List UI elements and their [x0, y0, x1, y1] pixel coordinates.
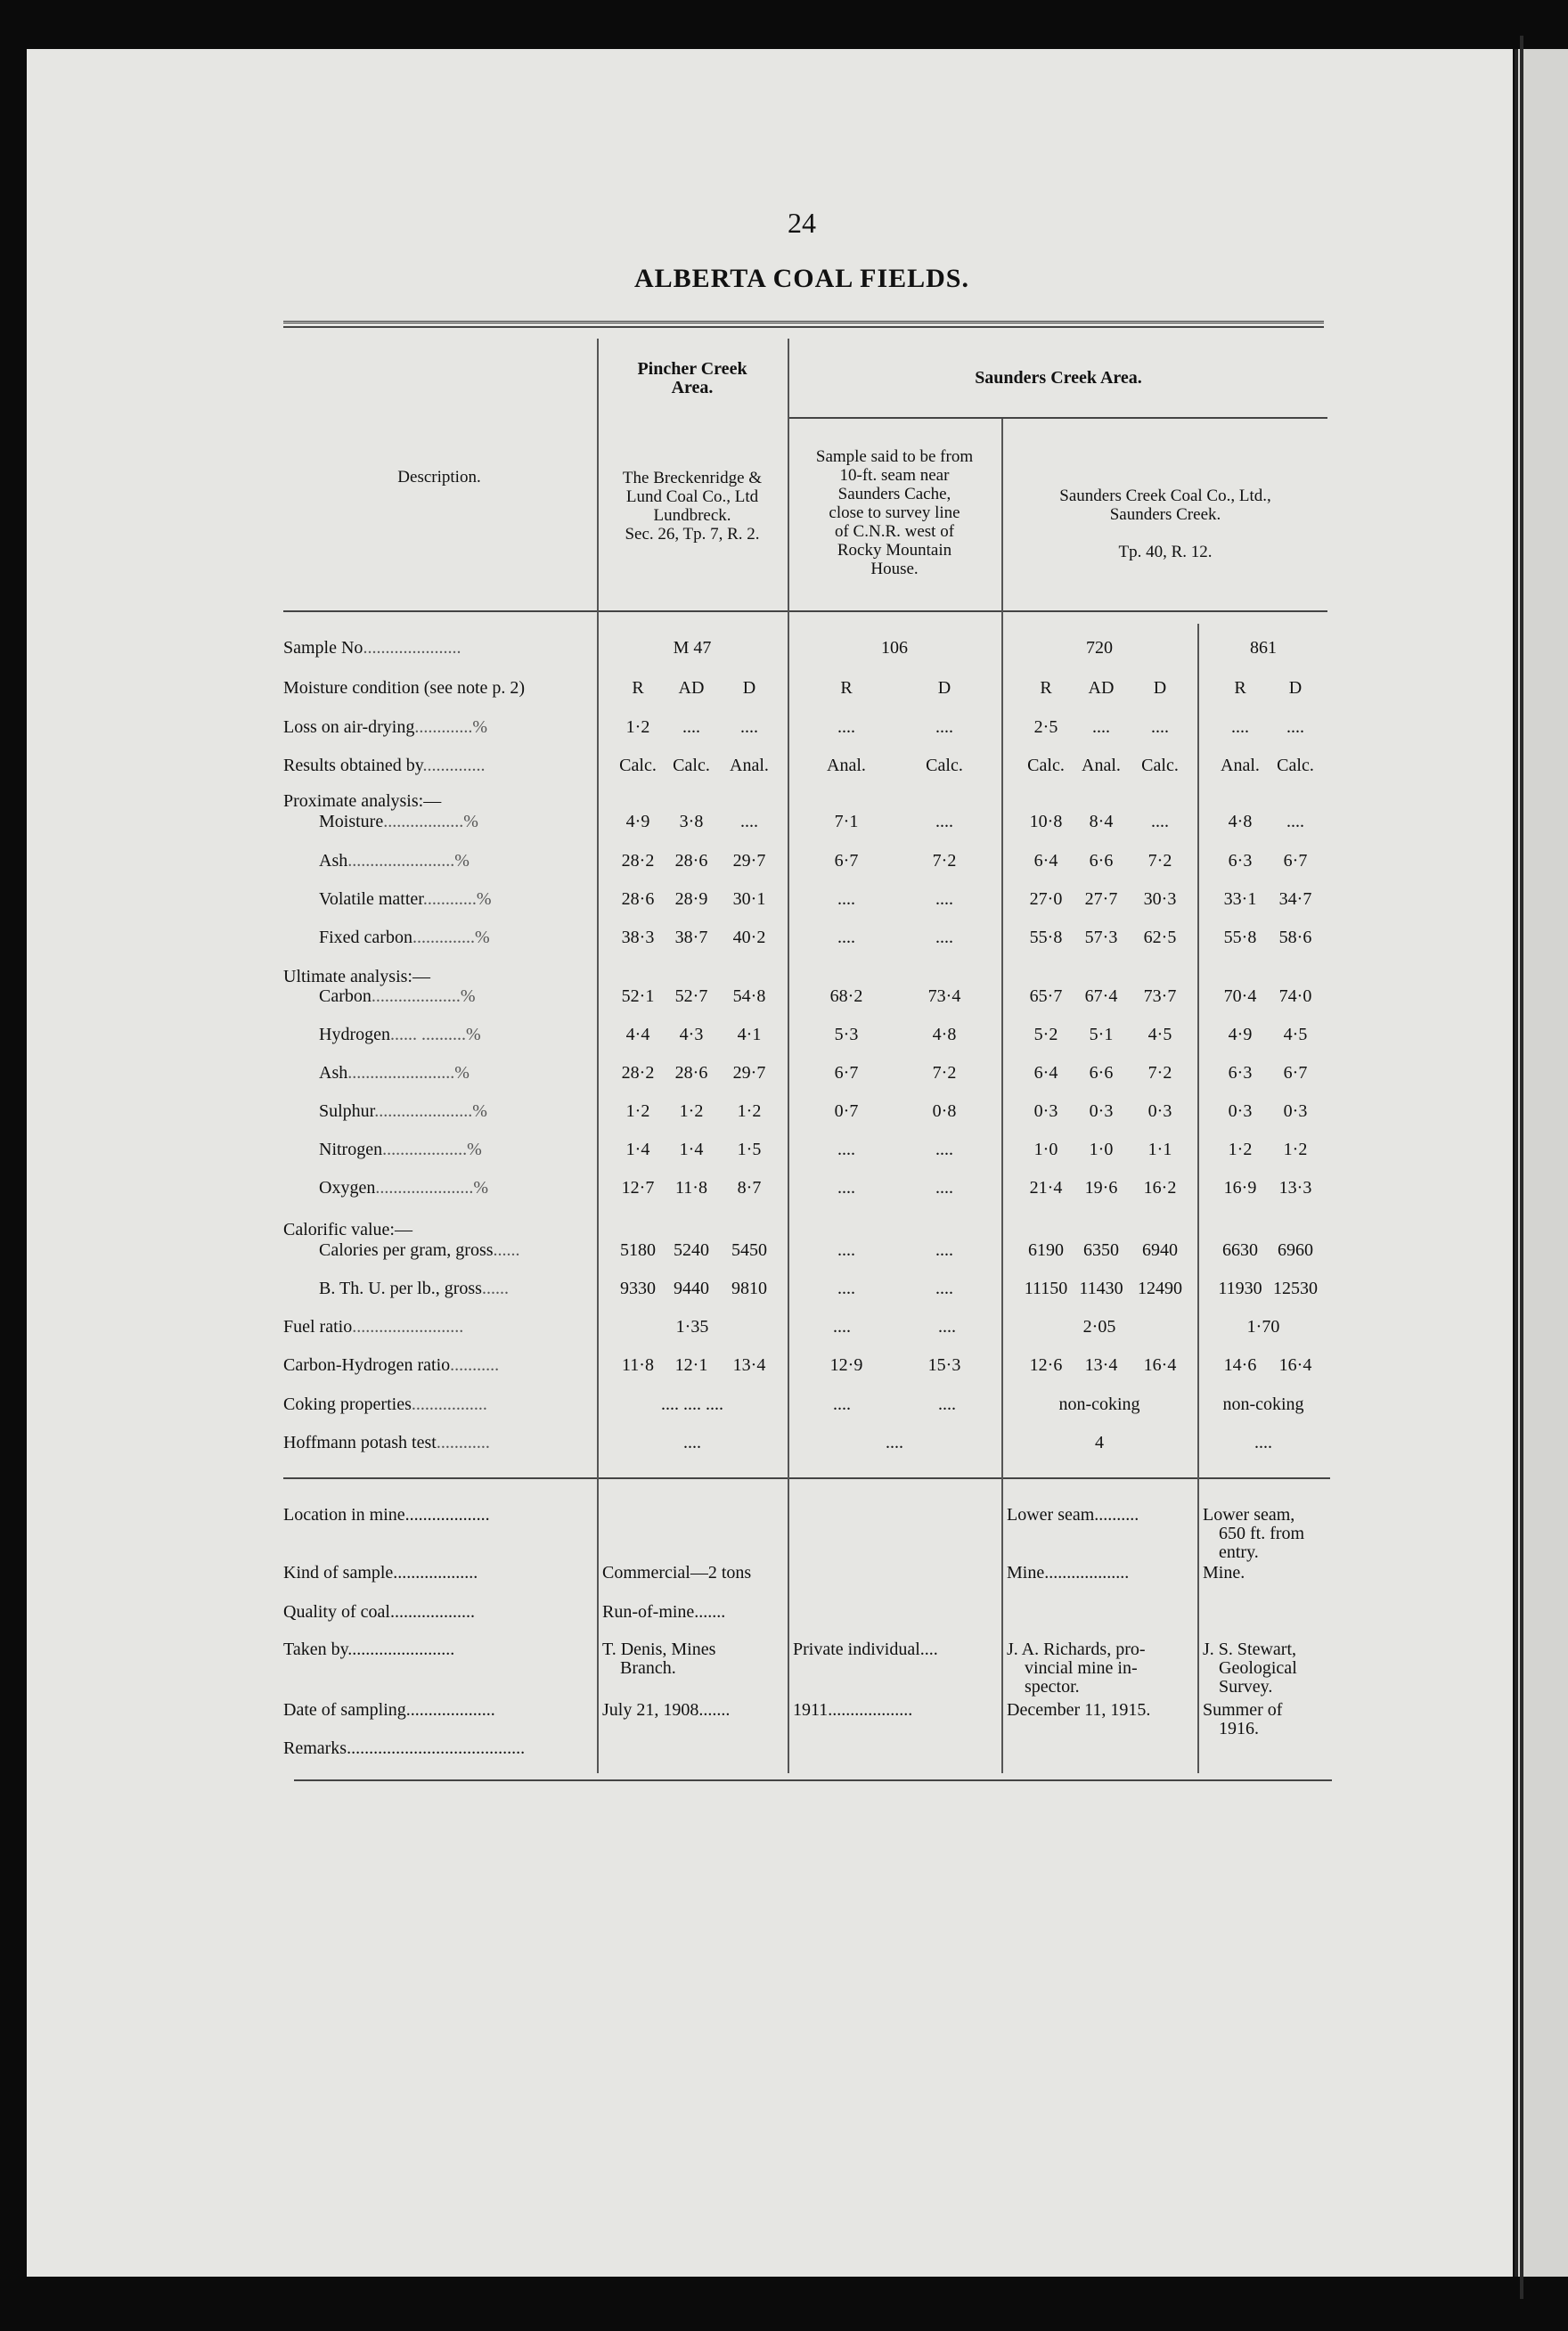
table-cell: 62·5	[1143, 928, 1177, 947]
table-cell: 1·1	[1147, 1140, 1172, 1159]
table-cell: ....	[935, 1178, 953, 1198]
table-cell: 28·2	[621, 851, 655, 871]
table-cell: 6·7	[834, 851, 859, 871]
table-cell: ....	[837, 1178, 855, 1198]
table-cell: 5240	[674, 1240, 709, 1260]
table-cell: 4·8	[932, 1025, 957, 1044]
table-cell: 55·8	[1223, 928, 1257, 947]
table-cell: Calc.	[1027, 756, 1065, 775]
table-cell: 54·8	[732, 986, 766, 1006]
table-cell: 8·7	[737, 1178, 762, 1198]
table-cell: non-coking	[1222, 1395, 1304, 1414]
table-cell: 9330	[620, 1279, 656, 1298]
table-cell: 29·7	[732, 851, 766, 871]
row-label: Carbon-Hydrogen ratio...........	[283, 1355, 500, 1375]
table-cell: 4·3	[679, 1025, 704, 1044]
table-cell: ....	[935, 1279, 953, 1298]
table-cell: 19·6	[1084, 1178, 1118, 1198]
table-cell: 5180	[620, 1240, 656, 1260]
table-cell: 3·8	[679, 812, 704, 831]
table-cell: ....	[833, 1317, 851, 1337]
table-cell: 1·2	[1283, 1140, 1308, 1159]
table-cell: 11·8	[622, 1355, 654, 1375]
row-label: Moisture condition (see note p. 2)	[283, 678, 526, 698]
table-cell: 6190	[1028, 1240, 1064, 1260]
table-cell: 6960	[1278, 1240, 1313, 1260]
detail-cache: 1911...................	[793, 1701, 913, 1720]
page-title: ALBERTA COAL FIELDS.	[634, 264, 969, 293]
row-label: Nitrogen...................%	[319, 1140, 482, 1159]
table-cell: 5·3	[834, 1025, 859, 1044]
table-cell: ....	[833, 1395, 851, 1414]
row-label: Hydrogen...... ..........%	[319, 1025, 481, 1044]
detail-pincher: Branch.	[620, 1659, 676, 1678]
table-cell: 9810	[731, 1279, 767, 1298]
table-cell: 11430	[1079, 1279, 1123, 1298]
detail-861: entry.	[1219, 1543, 1259, 1562]
table-cell: ....	[935, 1140, 953, 1159]
table-cell: 28·6	[674, 1063, 708, 1083]
table-cell: 6350	[1083, 1240, 1119, 1260]
table-cell: ....	[935, 717, 953, 737]
table-cell: 15·3	[927, 1355, 961, 1375]
table-cell: 5450	[731, 1240, 767, 1260]
table-cell: 12·6	[1029, 1355, 1063, 1375]
table-cell: ....	[938, 1395, 956, 1414]
table-cell: 7·2	[932, 851, 957, 871]
detail-861: Lower seam,	[1203, 1506, 1295, 1525]
table-cell: 1·4	[679, 1140, 704, 1159]
pincher-mine-header: The Breckenridge & Lund Coal Co., Ltd Lundbreck. Sec. 26, Tp. 7, R. 2.	[622, 469, 763, 544]
table-cell: 28·6	[674, 851, 708, 871]
table-cell: 52·1	[621, 986, 655, 1006]
table-cell: 6·7	[1283, 851, 1308, 871]
table-cell: 34·7	[1278, 889, 1312, 909]
detail-861: Mine.	[1203, 1564, 1245, 1583]
table-cell: ....	[682, 717, 700, 737]
detail-pincher: T. Denis, Mines	[602, 1640, 716, 1659]
table-cell: 0·3	[1147, 1101, 1172, 1121]
header-rule	[283, 610, 1327, 612]
table-cell: 6·4	[1033, 851, 1058, 871]
col-sep-1	[597, 339, 599, 1773]
row-label: Oxygen......................%	[319, 1178, 488, 1198]
detail-pincher: Run-of-mine.......	[602, 1603, 726, 1622]
table-cell: 0·8	[932, 1101, 957, 1121]
table-cell: 1·5	[737, 1140, 762, 1159]
table-cell: R	[1234, 678, 1246, 698]
table-cell: 0·3	[1228, 1101, 1253, 1121]
table-cell: 7·2	[932, 1063, 957, 1083]
table-cell: 38·7	[674, 928, 708, 947]
table-cell: 6940	[1142, 1240, 1178, 1260]
top-rule	[283, 321, 1324, 323]
table-cell: 4·8	[1228, 812, 1253, 831]
table-cell: Calc.	[673, 756, 710, 775]
sample-no-label: Sample No......................	[283, 638, 461, 658]
table-cell: 21·4	[1029, 1178, 1063, 1198]
table-cell: 1·2	[679, 1101, 704, 1121]
row-label: Carbon....................%	[319, 986, 476, 1006]
table-cell: 6630	[1222, 1240, 1258, 1260]
row-label: Volatile matter............%	[319, 889, 492, 909]
table-cell: 9440	[674, 1279, 709, 1298]
table-cell: 12·9	[829, 1355, 863, 1375]
detail-720: J. A. Richards, pro-	[1007, 1640, 1146, 1659]
top-rule-2	[283, 326, 1324, 328]
row-label: Results obtained by..............	[283, 756, 486, 775]
table-cell: 74·0	[1278, 986, 1312, 1006]
table-cell: 12·1	[674, 1355, 708, 1375]
table-cell: 1·2	[1228, 1140, 1253, 1159]
table-cell: ....	[886, 1433, 903, 1452]
detail-861: 650 ft. from	[1219, 1525, 1305, 1543]
table-cell: ....	[1092, 717, 1110, 737]
table-cell: 4·4	[625, 1025, 650, 1044]
table-cell: 6·7	[834, 1063, 859, 1083]
table-cell: D	[1288, 678, 1303, 698]
saunders-area-header: Saunders Creek Area.	[975, 368, 1142, 388]
table-cell: 29·7	[732, 1063, 766, 1083]
table-cell: 6·6	[1089, 851, 1114, 871]
row-label: Moisture..................%	[319, 812, 478, 831]
table-cell: 10·8	[1029, 812, 1063, 831]
table-cell: 5·1	[1089, 1025, 1114, 1044]
table-cell: 12·7	[621, 1178, 655, 1198]
table-cell: ....	[740, 812, 758, 831]
detail-label: Taken by........................	[283, 1640, 455, 1659]
table-cell: 30·1	[732, 889, 766, 909]
table-cell: 6·4	[1033, 1063, 1058, 1083]
table-cell: 0·3	[1033, 1101, 1058, 1121]
table-cell: ....	[740, 717, 758, 737]
table-cell: ....	[935, 889, 953, 909]
table-cell: 7·2	[1147, 1063, 1172, 1083]
table-cell: 16·4	[1278, 1355, 1312, 1375]
detail-861: Summer of	[1203, 1701, 1283, 1720]
table-cell: 70·4	[1223, 986, 1257, 1006]
table-cell: 11930	[1218, 1279, 1262, 1298]
table-cell: 0·3	[1089, 1101, 1114, 1121]
table-cell: 28·2	[621, 1063, 655, 1083]
detail-861: 1916.	[1219, 1720, 1259, 1738]
table-cell: Anal.	[827, 756, 866, 775]
area-rule	[788, 417, 1327, 419]
table-cell: ....	[837, 928, 855, 947]
table-cell: Calc.	[926, 756, 963, 775]
saunders-mine-header: Saunders Creek Coal Co., Ltd., Saunders Creek. Tp. 40, R. 12.	[1059, 487, 1271, 561]
row-label: Ultimate analysis:—	[283, 967, 430, 986]
table-cell: 1·70	[1246, 1317, 1280, 1337]
table-cell: Anal.	[1221, 756, 1260, 775]
table-cell: AD	[678, 678, 705, 698]
table-cell: 67·4	[1084, 986, 1118, 1006]
table-cell: 52·7	[674, 986, 708, 1006]
page-fold	[1520, 36, 1523, 2299]
table-cell: 33·1	[1223, 889, 1257, 909]
row-label: Hoffmann potash test............	[283, 1433, 490, 1452]
table-cell: 4·1	[737, 1025, 762, 1044]
detail-cache: Private individual....	[793, 1640, 938, 1659]
row-label: Loss on air-drying.............%	[283, 717, 488, 737]
row-label: Fixed carbon..............%	[319, 928, 490, 947]
table-cell: 1·0	[1089, 1140, 1114, 1159]
table-cell: 11·8	[675, 1178, 707, 1198]
table-cell: ....	[935, 1240, 953, 1260]
table-cell: 12530	[1273, 1279, 1318, 1298]
table-cell: 30·3	[1143, 889, 1177, 909]
table-rule	[283, 1477, 1330, 1479]
detail-label: Location in mine...................	[283, 1506, 490, 1525]
row-label: B. Th. U. per lb., gross......	[319, 1279, 509, 1298]
sample-no-pincher: M 47	[673, 638, 712, 658]
row-label: Coking properties.................	[283, 1395, 487, 1414]
table-cell: 4	[1095, 1433, 1104, 1452]
table-cell: 16·9	[1223, 1178, 1257, 1198]
table-cell: ....	[1286, 812, 1304, 831]
table-cell: 38·3	[621, 928, 655, 947]
table-cell: ....	[1151, 812, 1169, 831]
table-cell: AD	[1088, 678, 1115, 698]
table-cell: ....	[837, 1140, 855, 1159]
table-cell: 73·4	[927, 986, 961, 1006]
table-cell: 1·4	[625, 1140, 650, 1159]
table-cell: ....	[1286, 717, 1304, 737]
table-cell: 16·4	[1143, 1355, 1177, 1375]
table-cell: 2·05	[1082, 1317, 1116, 1337]
row-label: Sulphur......................%	[319, 1101, 487, 1121]
table-cell: 0·3	[1283, 1101, 1308, 1121]
table-cell: 6·3	[1228, 851, 1253, 871]
row-label: Ash........................%	[319, 1063, 470, 1083]
table-cell: ....	[837, 717, 855, 737]
table-cell: 5·2	[1033, 1025, 1058, 1044]
page-number: 24	[788, 207, 816, 239]
table-cell: 57·3	[1084, 928, 1118, 947]
cache-sample-header: Sample said to be from 10-ft. seam near Saunders Cache, close to survey line of C.N.R. west of Rocky Mountain House.	[815, 447, 974, 578]
col-sep-4	[1197, 624, 1199, 1773]
table-cell: Calc.	[619, 756, 657, 775]
table-cell: 6·7	[1283, 1063, 1308, 1083]
table-cell: D	[742, 678, 756, 698]
table-cell: 27·0	[1029, 889, 1063, 909]
table-cell: 65·7	[1029, 986, 1063, 1006]
table-cell: R	[840, 678, 853, 698]
detail-720: vincial mine in-	[1025, 1659, 1138, 1678]
detail-861: Geological	[1219, 1659, 1297, 1678]
table-cell: D	[937, 678, 951, 698]
table-cell: D	[1153, 678, 1167, 698]
table-cell: 1·2	[625, 1101, 650, 1121]
table-cell: ....	[935, 928, 953, 947]
row-label: Calorific value:—	[283, 1220, 412, 1239]
table-cell: 14·6	[1223, 1355, 1257, 1375]
table-cell: non-coking	[1058, 1395, 1140, 1414]
table-cell: 12490	[1138, 1279, 1182, 1298]
row-label: Proximate analysis:—	[283, 791, 442, 811]
table-cell: 7·2	[1147, 851, 1172, 871]
table-cell: .... .... ....	[661, 1395, 723, 1414]
table-cell: ....	[938, 1317, 956, 1337]
table-cell: 11150	[1024, 1279, 1068, 1298]
table-cell: 68·2	[829, 986, 863, 1006]
table-cell: ....	[1151, 717, 1169, 737]
table-cell: R	[1040, 678, 1052, 698]
detail-pincher: Commercial—2 tons	[602, 1564, 752, 1583]
table-cell: 40·2	[732, 928, 766, 947]
detail-label: Date of sampling....................	[283, 1701, 495, 1720]
table-cell: 1·35	[675, 1317, 709, 1337]
table-cell: 4·9	[1228, 1025, 1253, 1044]
pincher-area-header: Pincher Creek Area.	[637, 359, 747, 397]
table-cell: Calc.	[1277, 756, 1314, 775]
detail-label: Quality of coal...................	[283, 1603, 475, 1622]
table-cell: 7·1	[834, 812, 859, 831]
table-cell: 4·5	[1147, 1025, 1172, 1044]
detail-861: J. S. Stewart,	[1203, 1640, 1296, 1659]
table-cell: ....	[935, 812, 953, 831]
table-cell: ....	[1254, 1433, 1272, 1452]
bottom-rule	[294, 1779, 1332, 1781]
table-cell: 13·4	[732, 1355, 766, 1375]
description-header: Description.	[397, 468, 481, 487]
table-cell: ....	[837, 1279, 855, 1298]
table-cell: 6·3	[1228, 1063, 1253, 1083]
detail-pincher: July 21, 1908.......	[602, 1701, 731, 1720]
table-cell: R	[632, 678, 644, 698]
table-cell: ....	[1231, 717, 1249, 737]
table-cell: Anal.	[730, 756, 769, 775]
table-cell: 55·8	[1029, 928, 1063, 947]
table-cell: 4·5	[1283, 1025, 1308, 1044]
detail-720: Mine...................	[1007, 1564, 1130, 1583]
table-cell: 27·7	[1084, 889, 1118, 909]
table-cell: ....	[837, 889, 855, 909]
table-cell: 16·2	[1143, 1178, 1177, 1198]
table-cell: 13·3	[1278, 1178, 1312, 1198]
table-cell: ....	[837, 1240, 855, 1260]
table-cell: 0·7	[834, 1101, 859, 1121]
table-cell: 2·5	[1033, 717, 1058, 737]
col-sep-3	[1001, 419, 1003, 1773]
row-label: Ash........................%	[319, 851, 470, 871]
table-cell: 73·7	[1143, 986, 1177, 1006]
table-cell: 28·9	[674, 889, 708, 909]
table-cell: 1·2	[737, 1101, 762, 1121]
detail-720: spector.	[1025, 1678, 1080, 1697]
sample-no-861: 861	[1250, 638, 1277, 658]
detail-720: Lower seam..........	[1007, 1506, 1139, 1525]
table-cell: 1·2	[625, 717, 650, 737]
detail-720: December 11, 1915.	[1007, 1701, 1151, 1720]
table-cell: 58·6	[1278, 928, 1312, 947]
detail-861: Survey.	[1219, 1678, 1273, 1697]
table-cell: 6·6	[1089, 1063, 1114, 1083]
sample-no-720: 720	[1086, 638, 1113, 658]
table-cell: 13·4	[1084, 1355, 1118, 1375]
detail-label: Remarks........................................	[283, 1739, 526, 1758]
table-cell: 4·9	[625, 812, 650, 831]
detail-label: Kind of sample...................	[283, 1564, 478, 1583]
row-label: Fuel ratio.........................	[283, 1317, 464, 1337]
table-cell: 28·6	[621, 889, 655, 909]
sample-no-cache: 106	[881, 638, 908, 658]
table-cell: ....	[683, 1433, 701, 1452]
table-cell: 8·4	[1089, 812, 1114, 831]
table-cell: Calc.	[1141, 756, 1179, 775]
table-cell: Anal.	[1082, 756, 1121, 775]
table-cell: 1·0	[1033, 1140, 1058, 1159]
row-label: Calories per gram, gross......	[319, 1240, 520, 1260]
